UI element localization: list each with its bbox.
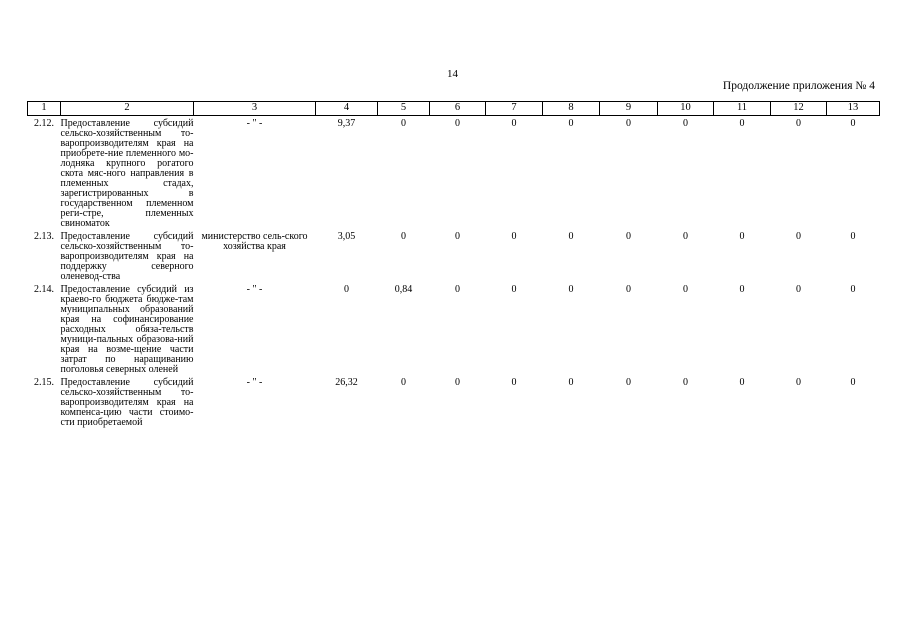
- value-cell: 0: [568, 118, 574, 129]
- column-header: 13: [827, 102, 880, 116]
- table-row: [28, 282, 880, 375]
- appendix-continuation-label: Продолжение приложения № 4: [722, 80, 875, 92]
- page-number: 14: [447, 68, 458, 80]
- value-cell: 0: [683, 231, 688, 242]
- value-cell: 0: [455, 377, 460, 388]
- value-cell: 0: [739, 284, 745, 295]
- value-cell: 0: [683, 284, 688, 295]
- table-row: [28, 116, 880, 230]
- table-row: [28, 375, 880, 428]
- value-cell: 0: [626, 284, 631, 295]
- value-cell: 0: [568, 231, 574, 242]
- executor: - " -: [246, 284, 263, 295]
- table-row: [28, 229, 880, 282]
- value-cell: 0: [739, 118, 745, 129]
- value-cell: 0: [626, 118, 631, 129]
- value-cell: 0: [511, 118, 517, 129]
- column-header: 10: [658, 102, 714, 116]
- value-cell: 0: [683, 118, 688, 129]
- column-header: 1: [28, 102, 61, 116]
- value-cell: 0: [455, 118, 460, 129]
- value-cell: 0: [796, 231, 801, 242]
- column-header: 5: [378, 102, 430, 116]
- executor: - " -: [246, 118, 263, 129]
- value-cell: 0: [401, 231, 406, 242]
- value-cell: 0: [739, 231, 745, 242]
- value-cell: 0: [796, 377, 801, 388]
- column-header: 9: [600, 102, 658, 116]
- value-cell: 0: [626, 377, 631, 388]
- value-cell: 0: [511, 284, 517, 295]
- value-cell: 0: [455, 284, 460, 295]
- value-cell: 0: [796, 118, 801, 129]
- value-cell: 0: [850, 377, 856, 388]
- value-cell: 0: [455, 231, 460, 242]
- value-cell: 0: [626, 231, 631, 242]
- row-number: 2.13.: [34, 231, 54, 242]
- row-number: 2.14.: [34, 284, 54, 295]
- measure-name: Предоставление субсидий из краево-го бюджета бюдже-там муниципальных образований края на софинансирование расходных обяза-тельств муници-пальных образова-ний края на возме-щение части затрат по наращиванию поголовья северных оленей: [60, 284, 194, 375]
- measure-name: Предоставление субсидий сельско-хозяйственным то-варопроизводителям края на компенса-цию части стоимо-сти приобретаемой: [60, 377, 194, 428]
- value-cell: 0: [739, 377, 745, 388]
- column-header: 3: [194, 102, 316, 116]
- value-cell: 0: [850, 284, 856, 295]
- column-header: 7: [486, 102, 543, 116]
- column-header: 12: [771, 102, 827, 116]
- value-cell: 26,32: [335, 377, 358, 388]
- value-cell: 0: [850, 231, 856, 242]
- row-number: 2.15.: [34, 377, 54, 388]
- measure-name: Предоставление субсидий сельско-хозяйственным то-варопроизводителям края на поддержку северного оленевод-ства: [60, 231, 194, 282]
- executor: - " -: [246, 377, 263, 388]
- executor: министерство сель-ского хозяйства края: [201, 231, 308, 252]
- header-row: [28, 102, 880, 116]
- column-header: 8: [543, 102, 600, 116]
- data-table: [27, 101, 880, 428]
- column-header: 11: [714, 102, 771, 116]
- value-cell: 0: [568, 377, 574, 388]
- value-cell: 0: [401, 377, 406, 388]
- value-cell: 0: [344, 284, 349, 295]
- value-cell: 0: [850, 118, 856, 129]
- value-cell: 0: [796, 284, 801, 295]
- value-cell: 0: [511, 377, 517, 388]
- value-cell: 9,37: [337, 118, 356, 129]
- column-header: 2: [61, 102, 194, 116]
- value-cell: 0: [568, 284, 574, 295]
- value-cell: 3,05: [337, 231, 356, 242]
- measure-name: Предоставление субсидий сельско-хозяйственным то-варопроизводителям края на приобрете-ние племенного мо-лодняка крупного рогатого скота мяс-ного направления в племенных стадах, зарегистрированных в государственном племенном реги-стре, племенных свиноматок: [60, 118, 194, 229]
- value-cell: 0: [511, 231, 517, 242]
- column-header: 4: [316, 102, 378, 116]
- value-cell: 0: [683, 377, 688, 388]
- value-cell: 0: [401, 118, 406, 129]
- row-number: 2.12.: [34, 118, 54, 129]
- value-cell: 0,84: [394, 284, 413, 295]
- column-header: 6: [430, 102, 486, 116]
